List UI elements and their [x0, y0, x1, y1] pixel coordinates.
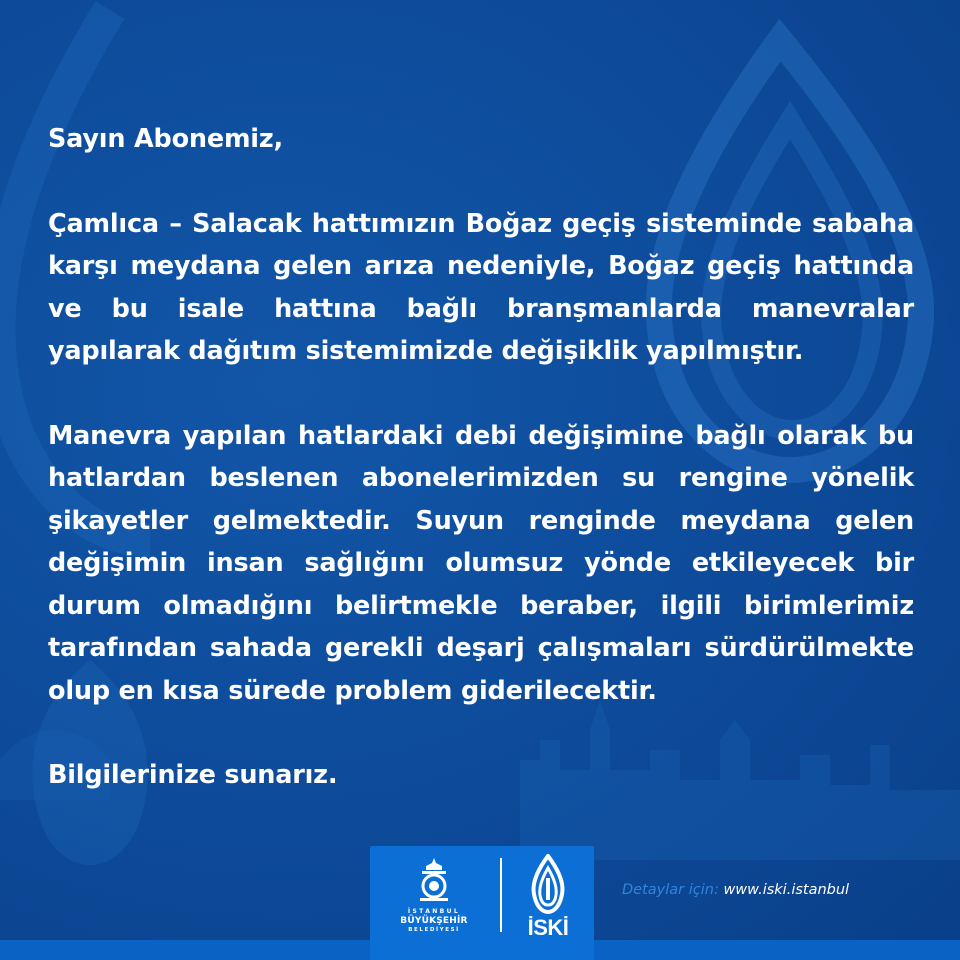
ibb-line1: İSTANBUL: [407, 908, 461, 915]
closing: Bilgilerinize sunarız.: [48, 760, 338, 790]
paragraph-1: Çamlıca – Salacak hattımızın Boğaz geçiş sisteminde sabaha karşı meydana gelen arıza nedeniyle, Boğaz geçiş hattında ve bu isale hattına bağlı branşmanlarda manevralar yapılarak dağıtım sistemimizde değişiklik yapılmıştır.: [48, 208, 914, 366]
greeting: Sayın Abonemiz,: [48, 124, 283, 154]
paragraph-2: Manevra yapılan hatlardaki debi değişimine bağlı olarak bu hatlardan beslenen abonelerimizden su rengine yönelik şikayetler gelmektedir. Suyun renginde meydana gelen değişimin insan sağlığını olumsuz yönde etkileyecek bir durum olmadığını belirtmekle beraber, ilgili birimlerimiz tarafından sahada gerekli deşarj çalışmaları sürdürülmekte olup en kısa sürede problem giderilecektir.: [48, 420, 914, 706]
iski-drop-icon: [528, 854, 568, 914]
details-url[interactable]: www.iski.istanbul: [723, 882, 850, 898]
ibb-emblem-icon: [416, 856, 452, 904]
iski-wordmark: İSKİ: [527, 915, 569, 940]
ibb-line2: BÜYÜKŞEHİR: [400, 916, 468, 926]
iski-logo: [518, 854, 578, 950]
logo-divider: [500, 858, 502, 932]
letter-body: [48, 118, 914, 797]
details-line: [622, 882, 922, 898]
ibb-line3: BELEDİYESİ: [408, 927, 460, 933]
ibb-logo: [392, 856, 476, 950]
details-label: Detaylar için:: [622, 882, 719, 898]
logo-panel: [370, 846, 594, 960]
